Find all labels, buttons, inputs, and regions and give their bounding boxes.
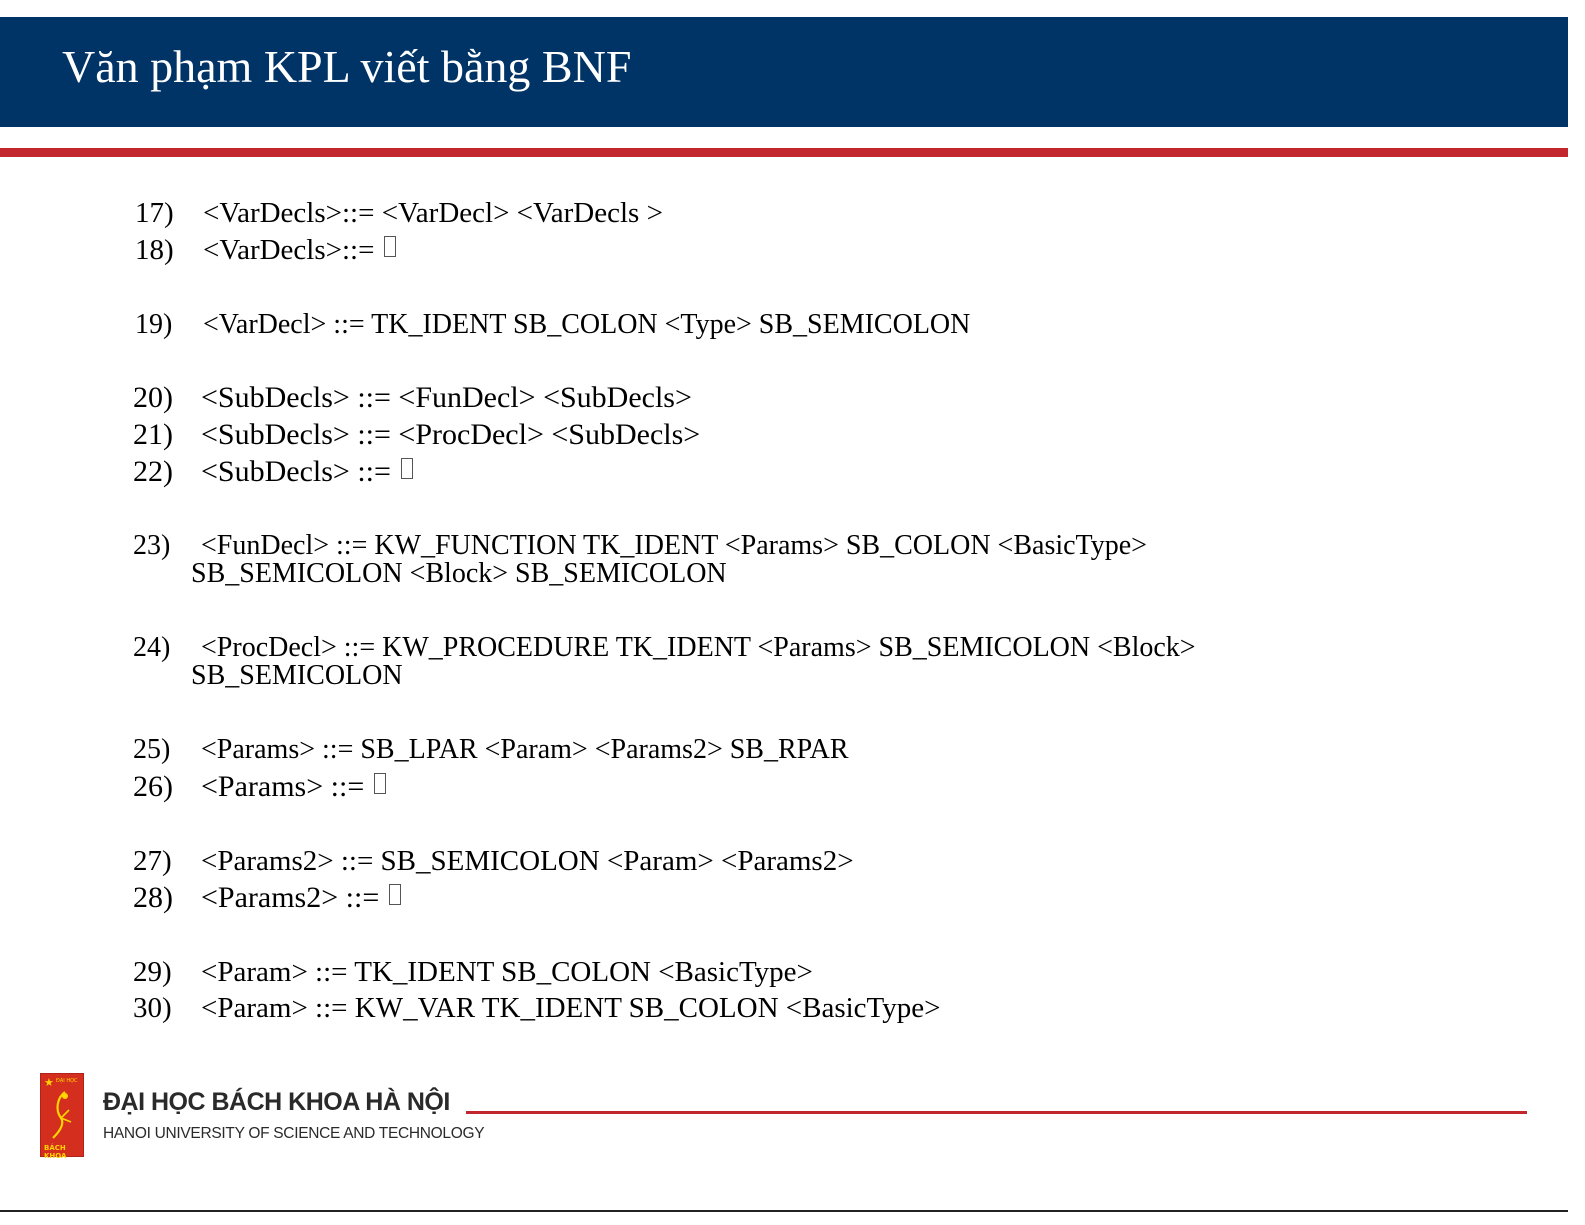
university-logo (40, 1073, 84, 1160)
rule-text: <Params> ::= (201, 770, 365, 803)
rule-text: <VarDecls>::= (203, 234, 375, 266)
rule-number: 22) (133, 455, 173, 488)
rule-text: <VarDecl> ::= TK_IDENT SB_COLON <Type> SB_SEMICOLON (203, 309, 971, 340)
rule-text: <Param> ::= TK_IDENT SB_COLON <BasicType> (201, 956, 813, 988)
header-red-stripe (0, 148, 1568, 157)
rule-text: <ProcDecl> ::= KW_PROCEDURE TK_IDENT <Params> SB_SEMICOLON <Block> (201, 632, 1196, 663)
rule-number: 28) (133, 881, 173, 914)
rule-text: <Params2> ::= SB_SEMICOLON <Param> <Params2> (201, 845, 854, 877)
rule-continuation: SB_SEMICOLON (191, 660, 403, 691)
epsilon-symbol (374, 773, 386, 794)
rule-text: <Params2> ::= (201, 881, 380, 914)
bottom-border (0, 1210, 1568, 1212)
logo-text-bottom: BÁCH KHOA (44, 1144, 67, 1160)
rule-number: 19) (135, 309, 173, 340)
rule-number: 17) (135, 197, 174, 229)
epsilon-symbol (389, 884, 401, 905)
rule-number: 26) (133, 770, 173, 803)
university-name-vn: ĐẠI HỌC BÁCH KHOA HÀ NỘI (103, 1088, 450, 1116)
rule-text: <Params> ::= SB_LPAR <Param> <Params2> SB_RPAR (201, 734, 849, 765)
rule-continuation: SB_SEMICOLON <Block> SB_SEMICOLON (191, 558, 727, 589)
rule-text: <SubDecls> ::= <ProcDecl> <SubDecls> (201, 418, 701, 451)
rule-number: 20) (133, 381, 173, 414)
slide-title: Văn phạm KPL viết bằng BNF (62, 41, 632, 92)
rule-text: <SubDecls> ::= <FunDecl> <SubDecls> (201, 381, 692, 414)
rule-number: 21) (133, 418, 173, 451)
rule-number: 25) (133, 734, 171, 765)
rule-text: <VarDecls>::= <VarDecl> <VarDecls > (203, 197, 663, 229)
rule-number: 24) (133, 632, 171, 663)
rule-number: 23) (133, 530, 171, 561)
rule-text: <FunDecl> ::= KW_FUNCTION TK_IDENT <Params> SB_COLON <BasicType> (201, 530, 1147, 561)
rule-text: <Param> ::= KW_VAR TK_IDENT SB_COLON <BasicType> (201, 992, 941, 1024)
rule-number: 27) (133, 845, 172, 877)
rule-number: 30) (133, 992, 172, 1024)
rule-text: <SubDecls> ::= (201, 455, 391, 488)
epsilon-symbol (384, 236, 396, 257)
university-name-en: HANOI UNIVERSITY OF SCIENCE AND TECHNOLOGY (103, 1125, 485, 1142)
star-icon: ★ (44, 1076, 54, 1089)
footer-red-line (466, 1111, 1527, 1114)
logo-text-top: ĐẠI HỌC (56, 1078, 78, 1084)
rule-number: 18) (135, 234, 174, 266)
epsilon-symbol (401, 458, 413, 479)
rule-number: 29) (133, 956, 172, 988)
torch-icon (47, 1088, 77, 1142)
